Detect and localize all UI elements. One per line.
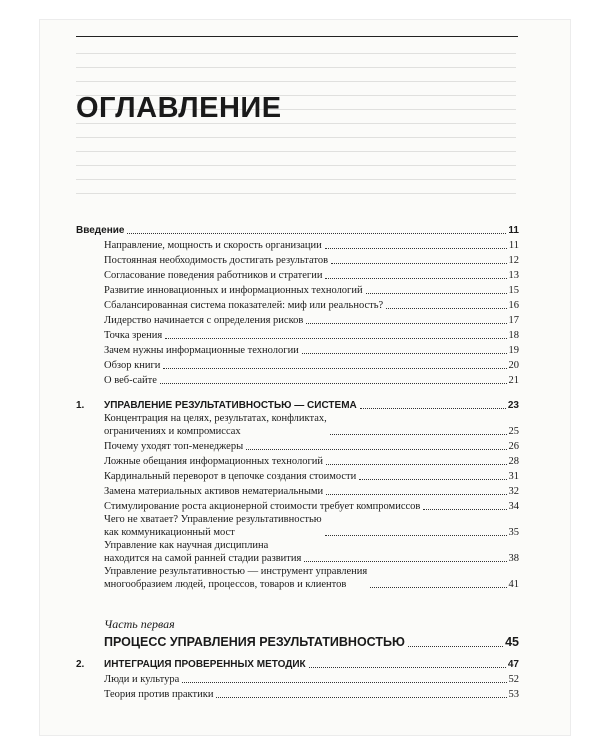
toc-entry[interactable]: Замена материальных активов нематериальными 32 (104, 486, 519, 497)
toc-entry[interactable]: Сбалансированная система показателей: миф или реальность? 16 (104, 300, 519, 311)
table-of-contents (76, 222, 519, 701)
toc-entry[interactable]: Управление результативностью — инструмент управления многообразием людей, процессов, товаров и клиентов 41 (104, 566, 519, 590)
top-rule (76, 36, 518, 37)
toc-intro-items (76, 237, 519, 387)
toc-entry[interactable]: О веб-сайте 21 (104, 375, 519, 386)
toc-entry[interactable]: Лидерство начинается с определения рисков 17 (104, 315, 519, 326)
book-page (40, 20, 570, 735)
toc-entry[interactable]: Развитие инновационных и информационных технологий 15 (104, 285, 519, 296)
toc-entry[interactable]: Стимулирование роста акционерной стоимости требует компромиссов 34 (104, 501, 519, 512)
toc-entry[interactable]: Согласование поведения работников и стратегии 13 (104, 270, 519, 281)
toc-chapter-2[interactable]: 2. ИНТЕГРАЦИЯ ПРОВЕРЕННЫХ МЕТОДИК 47 (76, 659, 519, 670)
toc-chapter-2-items (76, 671, 519, 701)
toc-entry[interactable]: Люди и культура 52 (104, 674, 519, 685)
toc-intro[interactable]: Введение 11 (76, 225, 519, 236)
toc-entry[interactable]: Ложные обещания информационных технологий 28 (104, 456, 519, 467)
toc-entry[interactable]: Направление, мощность и скорость организации 11 (104, 240, 519, 251)
toc-entry[interactable]: Обзор книги 20 (104, 360, 519, 371)
toc-entry[interactable]: Точка зрения 18 (104, 330, 519, 341)
toc-entry[interactable]: Чего не хватает? Управление результативностью как коммуникационный мост 35 (104, 514, 519, 538)
toc-entry[interactable]: Почему уходят топ-менеджеры 26 (104, 441, 519, 452)
toc-chapter-1[interactable]: 1. УПРАВЛЕНИЕ РЕЗУЛЬТАТИВНОСТЬЮ — СИСТЕМА 23 (76, 400, 519, 411)
toc-chapter-1-items (76, 412, 519, 591)
toc-entry[interactable]: Постоянная необходимость достигать результатов 12 (104, 255, 519, 266)
toc-entry[interactable]: Зачем нужны информационные технологии 19 (104, 345, 519, 356)
toc-entry[interactable]: Управление как научная дисциплина находится на самой ранней стадии развития 38 (104, 540, 519, 564)
toc-part-label: Часть первая (104, 617, 175, 631)
toc-part-1[interactable]: ПРОЦЕСС УПРАВЛЕНИЯ РЕЗУЛЬТАТИВНОСТЬЮ 45 (104, 635, 519, 649)
toc-entry[interactable]: Концентрация на целях, результатах, конфликтах, ограничениях и компромиссах 25 (104, 413, 519, 437)
page-title: ОГЛАВЛЕНИЕ (76, 92, 282, 124)
toc-entry[interactable]: Кардинальный переворот в цепочке создания стоимости 31 (104, 471, 519, 482)
toc-entry[interactable]: Теория против практики 53 (104, 689, 519, 700)
